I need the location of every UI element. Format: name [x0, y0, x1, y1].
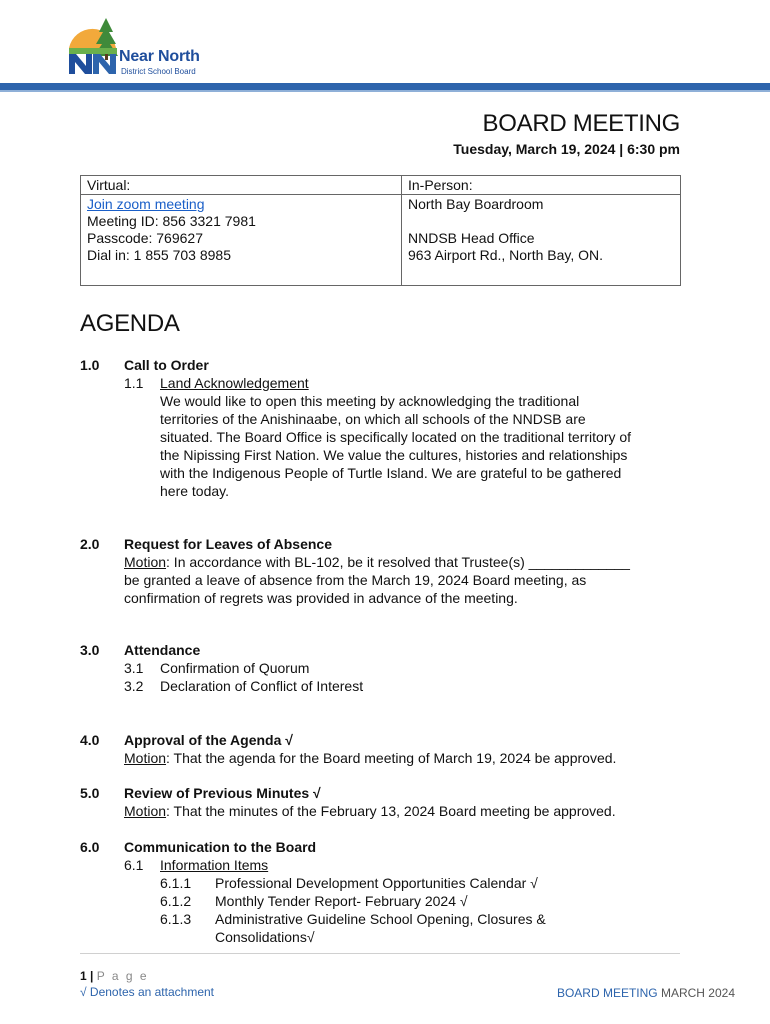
item-number: 5.0 [80, 785, 100, 801]
item-number: 4.0 [80, 732, 100, 748]
subsub-number: 6.1.2 [160, 893, 192, 909]
room: North Bay Boardroom [408, 196, 544, 212]
text-line: with the Indigenous People of Turtle Island. We are grateful to be gathered [160, 465, 622, 481]
meeting-location-table [80, 175, 681, 286]
meeting-title: BOARD MEETING [482, 110, 680, 137]
text-line: here today. [160, 483, 230, 499]
motion-text: : That the agenda for the Board meeting of March 19, 2024 be approved. [166, 750, 617, 766]
page-word: P a g e [96, 969, 149, 983]
page-num: 1 [80, 969, 87, 983]
page-sep: | [86, 969, 97, 983]
footer-title-b: MARCH 2024 [657, 986, 735, 1000]
subsub-title: Administrative Guideline School Opening, Closures & [215, 911, 546, 927]
footer-title [557, 986, 735, 1000]
meeting-date: Tuesday, March 19, 2024 | 6:30 pm [453, 141, 680, 157]
in-person-heading: In-Person: [402, 176, 680, 195]
in-person-column [402, 176, 680, 285]
header-bar-accent [0, 90, 770, 92]
land-acknowledgement-text [160, 392, 680, 500]
sub-number: 1.1 [124, 375, 144, 391]
footer-divider [80, 953, 680, 954]
subsub-title: Professional Development Opportunities Calendar √ [215, 875, 538, 891]
zoom-link[interactable]: Join zoom meeting [87, 196, 205, 212]
subsub-number: 6.1.3 [160, 911, 192, 927]
sub-title: Land Acknowledgement [160, 375, 309, 391]
item-number: 3.0 [80, 642, 100, 658]
subsub-title: Monthly Tender Report- February 2024 √ [215, 893, 468, 909]
sub-title: Declaration of Conflict of Interest [160, 678, 364, 694]
item-number: 2.0 [80, 536, 100, 552]
item-number: 1.0 [80, 357, 100, 373]
sub-number: 3.2 [124, 678, 144, 694]
address: 963 Airport Rd., North Bay, ON. [408, 247, 604, 263]
attachment-note: √ Denotes an attachment [80, 985, 214, 999]
motion-label: Motion [124, 750, 167, 766]
logo-name: Near North [119, 48, 200, 65]
item-title: Approval of the Agenda √ [124, 732, 293, 748]
text-line: the Nipissing First Nation. We value the cultures, histories and relationships [160, 447, 628, 463]
item-number: 6.0 [80, 839, 100, 855]
page-number [80, 969, 149, 983]
virtual-heading: Virtual: [81, 176, 401, 195]
virtual-column [81, 176, 402, 285]
motion-label: Motion [124, 803, 167, 819]
meeting-id: Meeting ID: 856 3321 7981 [87, 213, 256, 229]
text-line: territories of the Anishinaabe, on which all schools of the NNDSB are [160, 411, 586, 427]
logo-subtitle: District School Board [121, 67, 196, 76]
sub-title: Information Items [160, 857, 269, 873]
item-title: Attendance [124, 642, 201, 658]
text-line: be granted a leave of absence from the March 19, 2024 Board meeting, as [124, 572, 587, 588]
passcode: Passcode: 769627 [87, 230, 203, 246]
text-line: : In accordance with BL-102, be it resolved that Trustee(s) _____________ [166, 554, 630, 570]
text-line: confirmation of regrets was provided in advance of the meeting. [124, 590, 518, 606]
subsub-continuation: Consolidations√ [215, 929, 315, 945]
motion-label: Motion [124, 554, 167, 570]
item-title: Request for Leaves of Absence [124, 536, 332, 552]
dial-in: Dial in: 1 855 703 8985 [87, 247, 231, 263]
text-line: We would like to open this meeting by acknowledging the traditional [160, 393, 580, 409]
footer-title-a: BOARD MEETING [556, 986, 658, 1000]
item-title: Review of Previous Minutes √ [124, 785, 321, 801]
text-line: situated. The Board Office is specifically located on the traditional territory of [160, 429, 632, 445]
sub-number: 3.1 [124, 660, 144, 676]
item-title: Call to Order [124, 357, 209, 373]
item-title: Communication to the Board [124, 839, 317, 855]
sub-title: Confirmation of Quorum [160, 660, 310, 676]
subsub-number: 6.1.1 [160, 875, 192, 891]
agenda-title: AGENDA [80, 310, 180, 337]
office: NNDSB Head Office [408, 230, 535, 246]
sub-number: 6.1 [124, 857, 144, 873]
motion-text: : That the minutes of the February 13, 2024 Board meeting be approved. [166, 803, 616, 819]
